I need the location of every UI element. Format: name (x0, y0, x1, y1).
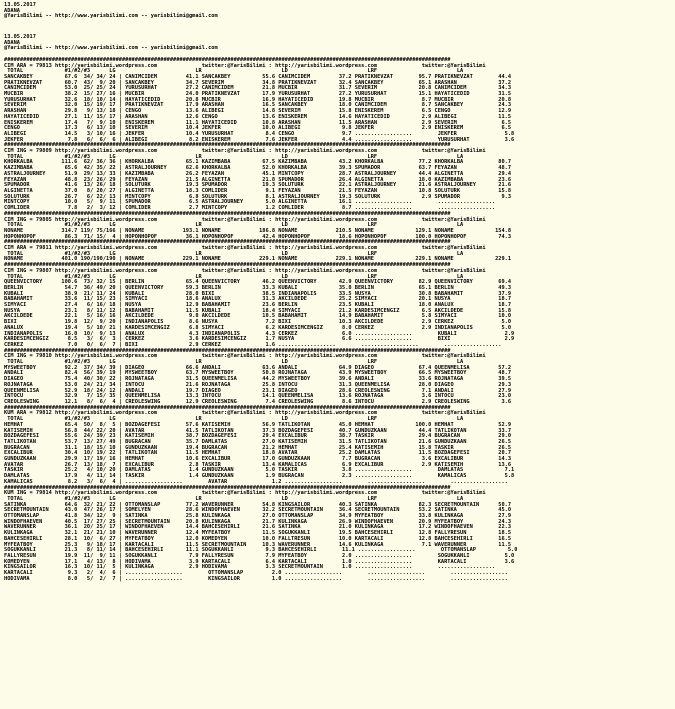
report-top-header: 13.05.2017 ADANA @YarisBilimi -- http://www.yarisbilimi.com -- yarisbilimi@gmail.com (4, 2, 218, 20)
race-statistics-report: 13.05.2017 ADANA @YarisBilimi -- http://www.yarisbilimi.com -- yarisbilimi@gmail.com ############################################################################################################################################ CIM ARA = 79813 http://yarisbilimi.wordpress.com twitter:@YarisBilimi : http://yarisbilimi.wordpress.com twitter:@YarisBilimi TOTAL #1/#2/#3 LG LR LD LRF LA SANCAKBEY 67.6 34/ 34/ 24 | CANIMCIDEM 41.1 SANCAKBEY 55.6 CANIMCIDEM 37.2 PRATIKNEVZAT 95.7 PRATIKNEVZAT 44.4 PRATIKNEVZAT 60.7 43/ 9/ 20 | SANCAKBEY 34.7 SEVERIM 34.8 PRATIKNEVZAT 32.4 SANCAKBEY 65.1 ARASHAN 37.2 CANIMCIDEM 53.0 25/ 25/ 24 | YURUSURHAT 27.2 CANIMCIDEM 21.8 MUCBIR 31.7 SEVERIM 20.8 CANIMCIDEM 34.3 MUCBIR 38.2 15/ 27/ 16 | MUCBIR 24.0 PRATIKNEVZAT 17.9 YURUSURHAT 27.2 YURUSURHAT 15.1 HAYATICEDID 31.5 YURUSURHAT 32.6 18/ 10/ 14 | HAYATICEDID 20.8 MUCBIR 16.9 HAYATICEDID 19.8 MUCBIR 8.7 MUCBIR 20.8 SEVERIM 32.0 15/ 19/ 17 | PRATIKNEVZAT 17.9 ARASHAN 16.5 SANCAKBEY 18.0 CANIMCIDEM 8.7 SANCAKBEY 24.3 ARASHAN 29.8 9/ 13/ 18 | CENGO 13.6 ALIBEGI 14.8 SEVERIM 15.8 ENISKEREM 6.5 CENGO 12.9 HAYATICEDID 27.1 11/ 15/ 17 | ARASHAN 12.6 CENGO 13.6 ENISKEREM 14.6 HAYATICEDID 2.9 ALIBEGI 11.5 ENISKEREM 17.4 7/ 9/ 10 | ENISKEREM 11.1 HAYATICEDID 10.8 ARASHAN 11.5 ARASHAN 2.9 SEVERIM 6.5 CENGO 17.3 6/ 13/ 10 | SEVERIM 10.4 JEKFER 10.0 ALIBEGI 9.8 JEKFER 2.9 ENISKEREM 6.5 ALIBEGI 14.5 3/ 10/ 16 | JEKFER 10.4 YURUSURHAT 8.4 CENGO 9.7 .................. JEKFER 5.8 JEKFER 7.8 6/ 6/ 6 | ALIBEGI 8.2 ENISKEREM 7.6 JEKFER 4.4 .................. YURUSURHAT 3.6 ############################################################################################################################################ CIM ING = 79809 http://yarisbilimi.wordpress.com twitter:@YarisBilimi : http://yarisbilimi.wordpress.com twitter:@YarisBilimi TOTAL #1/#2/#3 LG LR LD LRF LA KHORKALBA 111.6 62/ 36/ 36 | KHORKALBA 65.1 KAZIMBABA 67.5 KAZIMBABA 43.2 KHORKALBA 77.2 KHORKALBA 80.7 KAZIMBABA 65.6 42/ 35/ 22 | ASTRALJOURNEY 62.6 KHORKALBA 52.0 KHORKALBA 39.3 SPUMADOR 63.7 FEYAZAN 48.7 ASTRALJOURNEY 51.9 29/ 13/ 33 | KAZIMBABA 26.2 FEYAZAN 45.1 MINTCOPY 28.7 ASTRALJOURNEY 44.4 ALGINETTA 29.4 FEYAZAN 48.8 23/ 26/ 29 | FEYAZAN 21.5 ALGINETTA 21.8 SPUMADOR 26.4 ALGINETTA 18.0 KAZIMBABA 23.6 SPUMADOR 41.6 13/ 26/ 18 | SOLUTURK 19.3 SPUMADOR 19.3 SOLUTURK 22.1 ASTRALJOURNEY 21.6 ASTRALJOURNEY 21.6 ALGINETTA 37.0 8/ 20/ 27 | ALGINETTA 18.3 COMLIDER 9.1 FEYAZAN 21.5 FEYAZAN 10.8 SOLUTURK 15.8 SOLUTURK 26.7 6/ 22/ 13 | MINTCOPY 6.8 SOLUTURK 8.1 ASTRALJOURNEY 19.3 SOLUTURK 2.9 SPUMADOR 9.3 MINTCOPY 10.0 5/ 9/ 11 | SPUMADOR 6.5 ASTRALJOURNEY 5.0 ALGINETTA 16.1 .................. .................. COMLIDER 7.8 2/ 3/ 12 | COMLIDER 2.7 MINTCOPY 1.2 COMLIDER 8.7 .................. .................. ############################################################################################################################################ CIM ING = 79805 http://yarisbilimi.wordpress.com twitter:@YarisBilimi : http://yarisbilimi.wordpress.com twitter:@YarisBilimi TOTAL #1/#2/#3 LG LR LD LRF LA NONAME 314.7 119/ 75/166 | NONAME 193.1 NONAME 186.8 NONAME 210.5 NONAME 129.1 NONAME 154.8 HOPONHOPOF 86.3 71/ 15/ 4 | HOPONHOPOF 36.1 HOPONHOPOF 42.4 HOPONHOPOF 18.6 HOPONHOPOF 100.0 HOPONHOPOF 74.3 ############################################################################################################################################ CIM ARA = 79811 http://yarisbilimi.wordpress.com twitter:@YarisBilimi : http://yarisbilimi.wordpress.com twitter:@YarisBilimi TOTAL #1/#2/#3 LG LR LD LRF LA NONAME 401.0 190/190/190 | NONAME 229.1 NONAME 229.1 NONAME 229.1 NONAME 229.1 NONAME 229.1 ############################################################################################################################################ CIM ING = 79807 http://yarisbilimi.wordpress.com twitter:@YarisBilimi : http://yarisbilimi.wordpress.com twitter:@YarisBilimi TOTAL #1/#2/#3 LG LR LD LRF LA QUEENVICTORY 100.6 73/ 32/ 15 | BERLIN 65.4 QUEENVICTORY 46.2 QUEENVICTORY 42.9 QUEENVICTORY 82.9 QUEENVICTORY 69.4 BERLIN 54.7 36/ 49/ 20 | QUEENVICTORY 59.3 BERLIN 33.3 KUBALI 35.0 BERLIN 65.1 BERLIN 49.3 KUBALI 38.9 21/ 11/ 24 | KUBALI 28.0 BIXI 38.5 INDIANAPOLIS 33.5 NUSYA 30.8 BABAHAMIT 37.9 BABAHAMIT 33.6 11/ 15/ 23 | SIMYACI 18.6 ANALUX 31.3 AKCILDEDE 25.2 SIMYACI 20.1 NUSYA 18.7 SIMYACI 27.4 6/ 16/ 18 | NUSYA 12.9 BABAHAMIT 23.6 BERLIN 23.5 KUBALI 18.0 ANALUX 18.7 NUSYA 23.1 8/ 11/ 12 | BABAHAMIT 11.5 KUBALI 18.4 SIMYACI 21.2 KARDESIMCENGIZ 6.5 AKCILDEDE 15.8 AKCILDEDE 22.1 5/ 16/ 16 | AKCILDEDE 9.0 AKCILDEDE 10.5 BABAHAMIT 14.9 BABAHAMIT 5.8 SIMYACI 10.0 BIXI 19.8 12/ 9/ 20 | INDIANAPOLIS 8.6 NUSYA 7.2 BIXI 10.3 AKCILDEDE 2.9 CERKEZ 5.0 ANALUX 19.4 5/ 10/ 21 | KARDESIMCENGIZ 6.8 SIMYACI 6.2 KARDESIMCENGIZ 8.0 CERKEZ 2.9 INDIANAPOLIS 5.0 INDIANAPOLIS 16.0 10/ 9/ 13 | ANALUX 4.3 INDIANAPOLIS 4.3 CERKEZ 6.0 .................. KUBALI 2.9 KARDESIMCENGIZ 8.5 3/ 6/ 3 | CERKEZ 3.6 KARDESIMCENGIZ 1.7 NUSYA 6.6 .................. BIXI 2.9 CERKEZ 7.0 0/ 6/ 7 | BIXI 2.9 CERKEZ 1.6 .................. .................. .................. ############################################################################################################################################ CIM ING = 79810 http://yarisbilimi.wordpress.com twitter:@YarisBilimi : http://yarisbilimi.wordpress.com twitter:@YarisBilimi TOTAL #1/#2/#3 LG LR LD LRF LA MYSWEETBOY 92.2 37/ 34/ 39 | DIAGEO 66.6 ANDALI 63.6 ANDALI 64.9 DIAGEO 67.4 QUEENMELISA 57.2 ANDALI 82.4 56/ 39/ 19 | MYSWEETBOY 63.7 MYSWEETBOY 50.8 ROJNATAGA 43.9 MYSWEETBOY 66.5 MYSWEETBOY 48.7 DIAGEO 75.4 40/ 30/ 22 | ROJNATAGA 31.5 QUEENMELISA 44.2 MYSWEETBOY 39.6 ANDALI 33.6 ROJNATAGA 39.5 ROJNATAGA 53.0 24/ 21/ 34 | INTOCU 21.6 ROJNATAGA 25.8 INTOCU 31.3 QUEENMELISA 28.0 DIAGEO 29.3 QUEENMELISA 52.9 18/ 24/ 12 | ANDALI 19.7 DIAGEO 23.1 DIAGEO 28.6 CREOLESWING 7.1 ANDALI 27.9 INTOCU 32.9 7/ 15/ 35 | QUEENMELISA 13.3 INTOCU 14.1 QUEENMELISA 13.6 ROJNATAGA 3.6 INTOCU 23.0 CREOLESWING 12.1 8/ 6/ 4 | CREOLESWING 12.9 CREOLESWING 7.4 CREOLESWING 8.6 INTOCU 2.9 CREOLESWING 3.6 ############################################################################################################################################ KUM ARA = 79812 http://yarisbilimi.wordpress.com twitter:@YarisBilimi : http://yarisbilimi.wordpress.com twitter:@YarisBilimi TOTAL #1/#2/#3 LG LR LD LRF LA HEMHAT 65.4 50/ 8/ 5 | BOZDAGEFESI 57.6 KATISEMIH 56.9 TATLIKOTAN 45.0 HEMHAT 100.0 HEMHAT 52.9 KATISEMIH 56.8 44/ 22/ 20 | AVATAR 41.5 TATLIKOTAN 37.3 BOZDAGEFESI 40.7 GUNDUZKAAN 44.4 TATLIKOTAN 33.7 BOZDAGEFESI 55.6 24/ 39/ 23 | KATISEMIH 38.7 BOZDAGEFESI 29.4 EXCALIBUR 38.7 TASKIR 29.4 BUGRACAN 29.0 TATLIKOTAN 53.7 13/ 27/ 49 | BUGRACAN 35.7 DAMLATAS 27.0 KATISEMIH 31.5 TATLIKOTAN 21.6 GUNDUZKAAN 26.5 BUGRACAN 31.1 18/ 15/ 10 | GUNDUZKAAN 19.4 BUGRACAN 21.2 HEMHAT 25.4 KATISEMIH 15.8 TASKIR 26.5 EXCALIBUR 30.4 10/ 19/ 22 | TATLIKOTAN 11.5 HEMHAT 18.8 AVATAR 25.2 DAMLATAS 11.5 BOZDAGEFESI 20.7 GUNDUZKAAN 29.9 17/ 19/ 16 | HEMHAT 10.6 EXCALIBUR 17.0 GUNDUZKAAN 7.7 BUGRACAN 3.6 EXCALIBUR 14.3 AVATAR 26.7 13/ 18/ 7 | EXCALIBUR 2.8 TASKIR 13.4 KAMALICAS 6.9 EXCALIBUR 2.9 KATISEMIH 13.6 TASKIR 25.2 4/ 10/ 20 | DAMLATAS 1.4 GUNDUZKAAN 5.0 TASKIR 3.8 .................. DAMLATAS 7.1 DAMLATAS 17.9 4/ 11/ 14 | TASKIR 1.4 GUNDUZKAAN 1.9 BUGRACAN 2.3 .................. KAMALICAS 5.8 KAMALICAS 8.2 3/ 6/ 4 | .................. AVATAR 1.2 .................. .................. .................. ############################################################################################################################################ KUM ING = 79814 http://yarisbilimi.wordpress.com twitter:@YarisBilimi : http://yarisbilimi.wordpress.com twitter:@YarisBilimi TOTAL #1/#2/#3 LG LR LD LRF LA SATINKA 64.6 32/ 21/ 22 | OTTOMANSLAP 77.2 WAVERUNNER 54.8 KINGSAILOR 40.3 SATINKA 82.3 SECRETMOUNTAIN 50.7 SECRETMOUNTAIN 43.0 47/ 26/ 17 | SOMELYEN 28.6 WINDOFHAEVEN 32.2 SECRETMOUNTAIN 36.4 SECRETMOUNTAIN 53.2 SATINKA 45.0 OTTOMANSLAP 41.8 34/ 12/ 9 | SATINKA 25.8 KULINKAGA 27.0 OTTOMANSLAP 34.9 MYFEATBOY 33.8 KULINKAGA 27.9 WINDOFHAEVEN 40.5 17/ 27/ 25 | SECRETMOUNTAIN 20.8 KULINKAGA 21.7 KULINKAGA 26.9 WINDOFHAEVEN 20.9 MYFEATBOY 24.3 WAVERUNNER 36.1 20/ 25/ 17 | WINDOFHAEVEN 14.4 BAHCESEHIRLI 21.6 SATINKA 21.0 KULINKAGA 17.2 WINDOFHAEVEN 22.3 KULINKAGA 32.1 21/ 21/ 10 | WAVERUNNER 12.4 MYFEATBOY 11.5 SOGUKKANLI 19.5 BAHCESEHIRLI 12.8 FALLYRESUN 18.5 BAHCESEHIRLI 28.1 10/ 6/ 27 | MYFEATBOY 12.0 KOMEDYEN 10.0 FALLTRESUN 10.0 KARTACALI 12.8 BAHCESEHIRLI 16.5 MYFEATBOY 25.3 9/ 18/ 17 | KARTACALI 11.5 SECRETMOUNTAIN 10.3 WAVERUNNER 14.6 KULINKAGA 7.1 WAVERUNNER 11.5 SOGUKKANLI 21.3 8/ 11/ 14 | BAHCESEHIRLI 11.1 SOGUKKANLI 9.3 BAHCESEHIRLI 11.1 .................. OTTOMANSLAP 5.0 FALLYRESUN 19.9 11/ 9/ 11 | SOGUKKANLI 7.9 FALLYRESUN 7.9 MYFEATBOY 2.0 .................. SOGUKKANLI 5.0 KOMEDYEN 17.1 4/ 13/ 8 | HODIVAMA 3.9 KARTACALI 6.4 KARTACALI 1.0 .................. KARTACALI 3.6 KINGSAILOR 16.3 10/ 11/ 5 | KULINKAGA 2.9 HODIVAMA 3.3 SECRETMOUNTAIN 1.0 .................. .................. KARTACALI 9.3 2/ 4/ 6 | .................. OTTOMANSLAP 2.0 .................. .................. .................. HODIVAMA 8.0 5/ 2/ 7 | .................. KINGSAILOR 1.0 .................. .................. .................. (4, 34, 518, 582)
